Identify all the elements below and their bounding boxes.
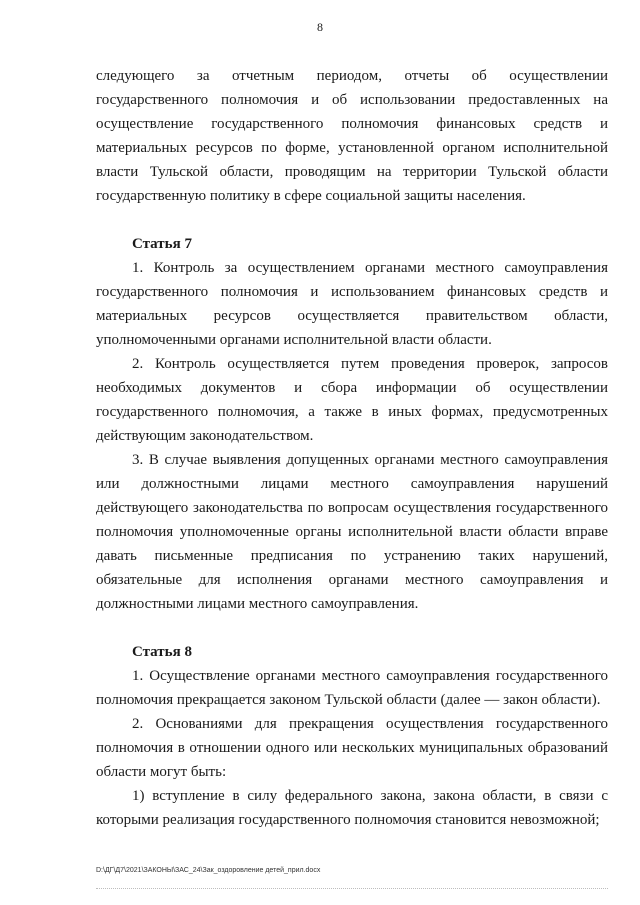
file-path-footer: D:\ДГ\Д7\2021\ЗАКОНЫ\ЗАС_24\Зак_оздоровление детей_прил.docx [96, 867, 321, 874]
article-8-subitem-1: 1) вступление в силу федерального закона, закона области, в связи с которыми реализация государственного полномочия становится невозможной; [96, 788, 608, 828]
article-8-item-2: 2. Основаниями для прекращения осуществления государственного полномочия в отношении одного или нескольких муниципальных образований области могут быть: [96, 716, 608, 780]
article-7-item-2: 2. Контроль осуществляется путем проведения проверок, запросов необходимых документов и сбора информации об осуществлении государственного полномочия, а также в иных формах, предусмотренных действующим законодательством. [96, 356, 608, 444]
article-7-heading: Статья 7 [132, 236, 192, 252]
spacer [96, 208, 608, 232]
paragraph-continuation: следующего за отчетным периодом, отчеты об осуществлении государственного полномочия и об использовании предоставленных на осуществление государственного полномочия финансовых средств и материальных ресурсов по форме, установленной органом исполнительной власти Тульской области, проводящим на территории Тульской области государственную политику в сфере социальной защиты населения. [96, 68, 608, 204]
spacer [96, 616, 608, 640]
article-8-heading: Статья 8 [132, 644, 192, 660]
footer-divider [96, 888, 608, 890]
article-8-item-1: 1. Осуществление органами местного самоуправления государственного полномочия прекращается законом Тульской области (далее — закон области). [96, 668, 608, 708]
document-body [96, 64, 608, 832]
article-7-item-3: 3. В случае выявления допущенных органами местного самоуправления или должностными лицами местного самоуправления нарушений действующего законодательства по вопросам осуществления государственного полномочия уполномоченные органы исполнительной власти области вправе давать письменные предписания по устранению таких нарушений, обязательные для исполнения органами местного самоуправления и должностными лицами местного самоуправления. [96, 452, 608, 612]
article-7-item-1: 1. Контроль за осуществлением органами местного самоуправления государственного полномочия и использованием финансовых средств и материальных ресурсов осуществляется правительством области, уполномоченными органами исполнительной власти области. [96, 260, 608, 348]
page-number: 8 [317, 20, 323, 34]
